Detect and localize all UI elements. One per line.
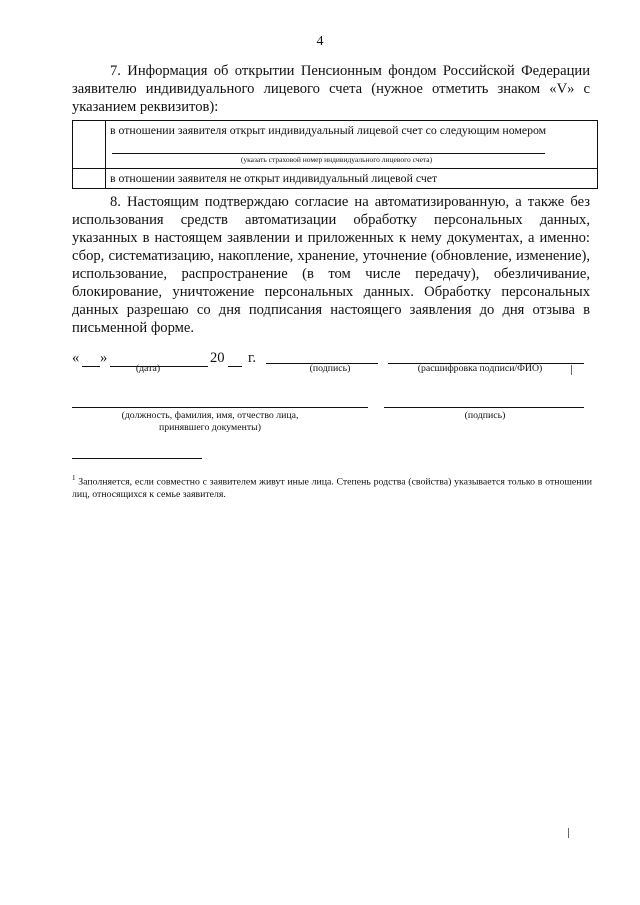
date-quote-close: » — [100, 350, 108, 366]
date-quote-open: « — [72, 350, 80, 366]
footnote-marker: 1 — [72, 474, 76, 482]
option-opened-label: в отношении заявителя открыт индивидуальный лицевой счет со следующим номером — [110, 123, 547, 137]
footnote — [72, 472, 592, 501]
account-options-table — [72, 120, 598, 189]
official-signature-caption: (подпись) — [464, 410, 506, 421]
date-year-suffix: г. — [248, 350, 256, 366]
date-year-field[interactable] — [228, 366, 242, 367]
footnote-separator — [72, 458, 202, 459]
section-7-text — [72, 62, 590, 116]
applicant-signature-caption: (подпись) — [309, 363, 351, 374]
account-number-hint: (указать страховой номер индивидуального лицевого счета) — [240, 155, 433, 164]
scan-mark — [571, 365, 572, 375]
option-not-opened-cell — [106, 169, 598, 189]
section-7-body: 7. Информация об открытии Пенсионным фондом Российской Федерации заявителю индивидуального лицевого счета (нужное отметить знаком «V» с указанием реквизитов): — [72, 63, 590, 115]
official-position-field[interactable] — [72, 407, 368, 408]
option-not-opened-checkbox[interactable] — [73, 169, 106, 189]
date-caption: (дата) — [135, 363, 161, 374]
page-number: 4 — [316, 34, 324, 49]
official-position-caption: (должность, фамилия, имя, отчество лица, принявшего документы) — [121, 410, 299, 433]
official-signature-field[interactable] — [384, 407, 584, 408]
section-8-body: 8. Настоящим подтверждаю согласие на автоматизированную, а также без использования средств автоматизации обработку персональных данных, указанных в настоящем заявлении и приложенных к нему документах, а именно: сбор, систематизацию, накопление, хранение, уточнение (обновление, изменение), использование, распространение (в том числе передачу), обезличивание, блокирование, уничтожение персональных данных. Обработку персональных данных разрешаю со дня подписания настоящего заявления до дня отзыва в письменной форме. — [72, 194, 590, 336]
scan-mark-bottom — [568, 828, 569, 838]
option-not-opened-label: в отношении заявителя не открыт индивидуальный лицевой счет — [110, 171, 438, 185]
applicant-name-caption: (расшифровка подписи/ФИО) — [417, 363, 543, 374]
option-opened-checkbox[interactable] — [73, 121, 106, 169]
option-opened-cell — [106, 121, 598, 169]
date-day-field[interactable] — [82, 366, 100, 367]
date-year-prefix: 20 — [210, 350, 225, 366]
section-8-text — [72, 193, 590, 337]
footnote-text: Заполняется, если совместно с заявителем живут иные лица. Степень родства (свойства) указывается только в отношении лиц, относящихся к семье заявителя. — [72, 476, 592, 501]
account-number-field[interactable] — [112, 153, 545, 154]
